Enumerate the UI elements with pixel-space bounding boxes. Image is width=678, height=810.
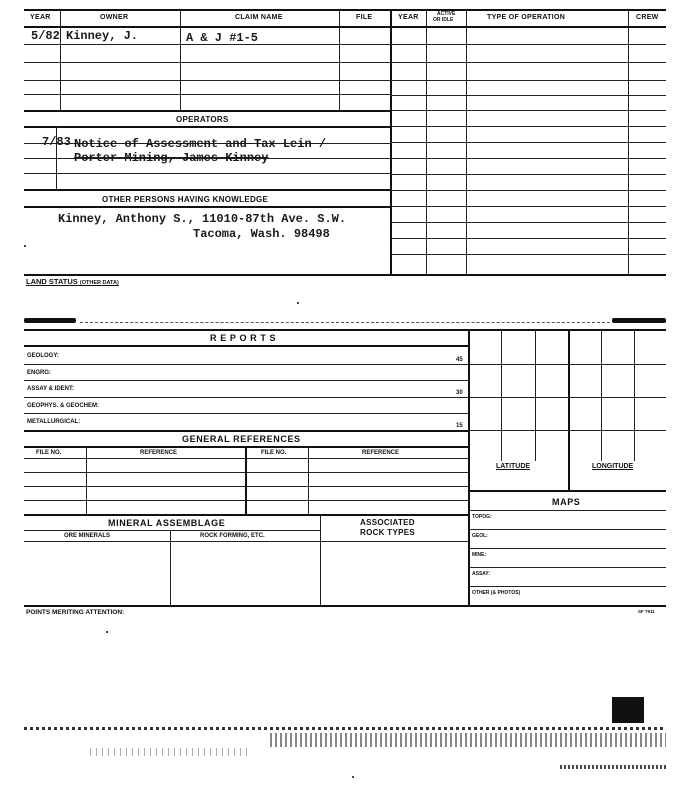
maps-line	[469, 586, 666, 587]
grid-line	[391, 254, 666, 255]
points-meriting-attention: POINTS MERITING ATTENTION:	[26, 609, 125, 616]
maps-line	[469, 510, 666, 511]
grid-line	[391, 44, 666, 45]
col-line	[60, 26, 61, 110]
others-rule	[24, 206, 390, 208]
reports-rule	[24, 345, 468, 347]
maps-line	[469, 548, 666, 549]
coord-line	[469, 397, 666, 398]
header-claim-name: CLAIM NAME	[235, 14, 283, 21]
mineral-rule	[24, 541, 468, 542]
row1-claim-name: A & J #1-5	[186, 31, 259, 45]
land-status-text: LAND STATUS	[26, 277, 78, 286]
maps-assay: ASSAY:	[472, 571, 491, 577]
land-status-sub: (OTHER DATA)	[79, 280, 119, 286]
reports-assay: ASSAY & IDENT:	[27, 386, 75, 392]
maps-mine: MINE:	[472, 552, 487, 558]
maps-rule	[469, 490, 666, 492]
row1-owner: Kinney, J.	[66, 29, 139, 43]
maps-other: OTHER (& PHOTOS)	[472, 590, 521, 596]
speck	[24, 245, 26, 247]
header-owner: OWNER	[100, 14, 129, 21]
others-line-1: Kinney, Anthony S., 11010-87th Ave. S.W.	[58, 212, 347, 226]
gen-ref-col	[308, 446, 309, 514]
top-table-bottom-rule	[24, 274, 666, 276]
speck	[297, 302, 299, 304]
mineral-assemblage-title: MINERAL ASSEMBLAGE	[108, 518, 226, 528]
speck	[106, 631, 108, 633]
grid-line	[391, 190, 666, 191]
maps-topog: TOPOG:	[472, 514, 492, 520]
latitude-label: LATITUDE	[496, 463, 531, 470]
others-title: OTHER PERSONS HAVING KNOWLEDGE	[102, 195, 269, 204]
row-line	[24, 94, 390, 95]
reports-geology-num: 45	[456, 357, 463, 363]
operators-rule	[24, 126, 390, 128]
top-rule	[24, 9, 666, 11]
header-file: FILE	[356, 14, 373, 21]
coord-line	[469, 430, 666, 431]
reports-metallurgical: METALLURGICAL:	[27, 419, 81, 425]
coords-border	[468, 329, 470, 606]
coord-col	[535, 329, 536, 461]
grid-line	[391, 206, 666, 207]
maps-title: MAPS	[552, 497, 581, 507]
grid-line	[391, 222, 666, 223]
reports-line	[24, 430, 468, 432]
mineral-rule	[24, 530, 320, 531]
col-sep	[60, 9, 61, 26]
row-line	[24, 189, 390, 191]
reports-line	[24, 380, 468, 381]
col-sep	[180, 9, 181, 26]
general-references-title: GENERAL REFERENCES	[182, 434, 301, 444]
grid-line	[391, 95, 666, 96]
reports-geology: GEOLOGY:	[27, 353, 59, 359]
reports-engrg: ENGRG:	[27, 370, 51, 376]
col-sep	[426, 9, 427, 26]
scan-artifact	[612, 697, 644, 723]
coord-col	[601, 329, 602, 461]
grid-line	[391, 110, 666, 111]
gen-ref-col	[245, 446, 247, 514]
operator-line-1: Notice of Assessment and Tax Lein /	[74, 137, 327, 151]
bottom-rule	[24, 605, 666, 607]
reports-line	[24, 413, 468, 414]
reports-line	[24, 397, 468, 398]
gen-ref-col-reference: REFERENCE	[140, 450, 178, 456]
row1-year: 5/82	[31, 29, 60, 43]
col-sep	[628, 9, 629, 26]
grid-line	[391, 158, 666, 159]
mineral-col	[170, 530, 171, 606]
reports-metallurgical-num: 15	[456, 423, 463, 429]
ore-minerals-label: ORE MINERALS	[64, 533, 111, 539]
scan-artifact	[270, 733, 666, 747]
grid-line	[391, 80, 666, 81]
scan-artifact	[90, 748, 250, 756]
header-year-2: YEAR	[398, 14, 419, 21]
coord-col	[634, 329, 635, 461]
operator-date: 7/83	[42, 135, 71, 149]
scan-artifact	[24, 727, 666, 730]
grid-line	[391, 126, 666, 127]
header-bottom-rule	[24, 26, 666, 28]
form-number: SF 7911	[638, 609, 655, 614]
col-sep	[466, 9, 467, 26]
others-line-2: Tacoma, Wash. 98498	[193, 227, 330, 241]
grid-line	[391, 174, 666, 175]
reports-assay-num: 30	[456, 390, 463, 396]
col-line	[180, 26, 181, 110]
mineral-col	[320, 514, 321, 606]
gen-ref-bottom	[24, 514, 468, 516]
grid-line	[391, 142, 666, 143]
reports-geophys: GEOPHYS. & GEOCHEM:	[27, 403, 100, 409]
header-year: YEAR	[30, 14, 51, 21]
maps-geol: GEOL:	[472, 533, 488, 539]
row-line	[24, 62, 390, 63]
reports-title: R E P O R T S	[210, 333, 277, 343]
row-line	[24, 80, 390, 81]
row-line	[24, 173, 390, 174]
speck	[352, 776, 354, 778]
smudge-mark	[24, 318, 76, 323]
gen-ref-col	[86, 446, 87, 514]
coord-line	[469, 364, 666, 365]
header-active: ACTIVE	[437, 11, 456, 17]
operators-title: OPERATORS	[176, 115, 229, 124]
scan-artifact	[560, 765, 666, 769]
land-status-label	[26, 277, 119, 286]
gen-ref-col-file-no-2: FILE NO.	[261, 450, 287, 456]
row-line	[24, 110, 390, 112]
grid-line	[391, 62, 666, 63]
longitude-label: LONGITUDE	[592, 463, 634, 470]
dashed-line	[80, 322, 610, 323]
maps-line	[469, 529, 666, 530]
rock-forming-label: ROCK FORMING, ETC.	[200, 533, 265, 539]
coord-col	[501, 329, 502, 461]
operator-line-2: Porter Mining, James Kinney	[74, 151, 269, 165]
grid-line	[391, 238, 666, 239]
reports-line	[24, 364, 468, 365]
col-sep	[339, 9, 340, 26]
gen-ref-col-file-no: FILE NO.	[36, 450, 62, 456]
rock-types-label: ROCK TYPES	[360, 528, 416, 537]
header-crew: CREW	[636, 14, 659, 21]
coord-col-mid	[568, 329, 570, 490]
associated-label: ASSOCIATED	[360, 518, 415, 527]
header-type-of-operation: TYPE OF OPERATION	[487, 14, 566, 21]
smudge-mark	[612, 318, 666, 323]
gen-ref-col-reference-2: REFERENCE	[362, 450, 400, 456]
header-or-idle: OR IDLE	[433, 17, 454, 23]
col-line	[339, 26, 340, 110]
maps-line	[469, 567, 666, 568]
